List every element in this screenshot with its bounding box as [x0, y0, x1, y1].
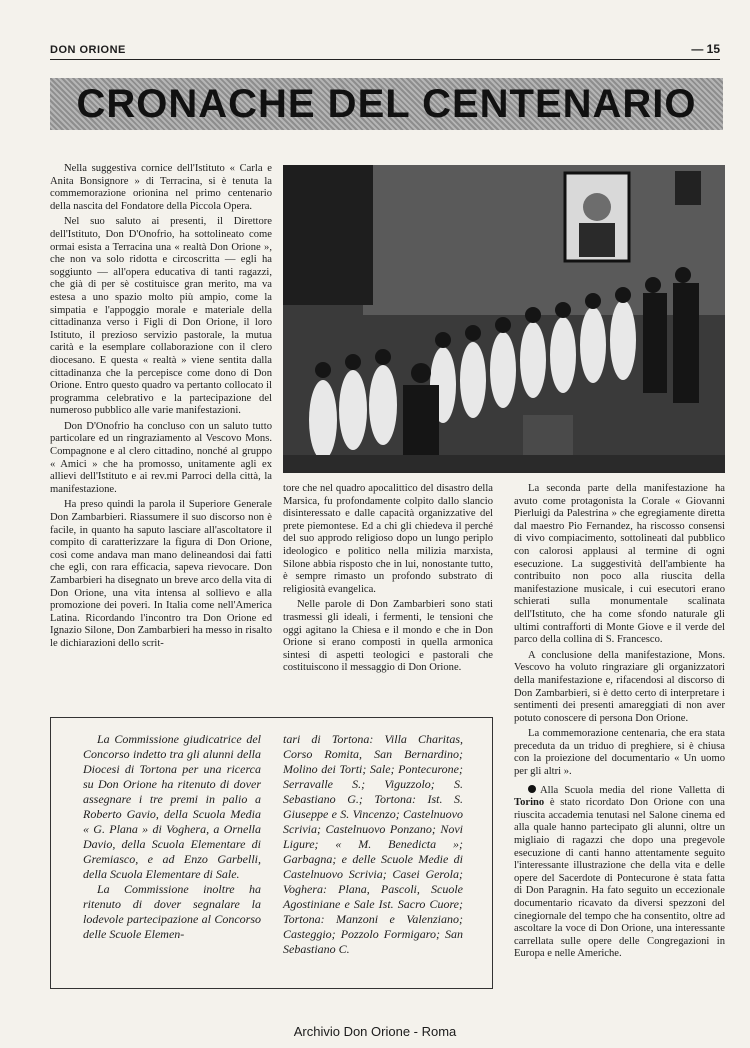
article-column-1 [50, 163, 272, 654]
banner-title: CRONACHE DEL CENTENARIO [76, 81, 697, 126]
torino-lead: Alla Scuola media del rione Valletta di [540, 784, 725, 796]
paragraph: Nella suggestiva cornice dell'Istituto « Carla e Anita Bonsignore » di Terracina, si è tenuta la commemorazione orionina nel primo centenario della nascita del Fondatore della Piccola Opera. [50, 163, 272, 212]
running-header: DON ORIONE [50, 44, 126, 56]
paragraph: Don D'Onofrio ha concluso con un saluto tutto particolare ed un ringraziamento al Vescovo Mons. Compagnone e al clero cittadino, nonché al gruppo « Amici » che ha promosso, unitamente agli ex allievi dell'Istituto e ai rev.mi Parroci della città, la manifestazione. [50, 420, 272, 495]
paragraph: Ha preso quindi la parola il Superiore Generale Don Zambarbieri. Riassumere il suo discorso non è facile, in quanto ha saputo lasciare all'ascoltatore il compito di caratterizzare la figura di Don Orione, così come andava man mano delineandosi dai fatti che egli, con rara efficacia, sapeva rievocare. Don Zambarbieri ha disegnato un breve arco della vita di Don Orione, una vita intensa al sollievo e alla promozione dei poveri. In Italia come nell'America Latina. Ricordando l'incontro tra Don Orione ed Ignazio Silone, Don Zambarbieri ha messo in risalto le dichiarazioni dello scrit- [50, 499, 272, 649]
notice-left-column [83, 732, 261, 942]
contest-notice-box [50, 717, 493, 989]
paragraph: La Commissione giudicatrice del Concorso indetto tra gli alunni della Diocesi di Tortona per una ricerca su Don Orione ha ritenuto di dover assegnare i tre premi in palio a Roberto Gavio, della Scuola Media « G. Plana » di Voghera, a Ornella Davio, della Scuola Elementare di Gremiasco, e ad Enzo Garbelli, della Scuola Elementare di Sale. [83, 732, 261, 881]
section-banner [50, 78, 723, 130]
bullet-icon [528, 785, 536, 793]
paragraph: A conclusione della manifestazione, Mons. Vescovo ha voluto ringraziare gli organizzatori della manifestazione e, rifacendosi al discorso di Don Zambarbieri, si è detto certo di interpretare i sentimenti dei presenti amareggiati di non aver potuto conoscere di persona Don Orione. [514, 649, 725, 724]
torino-rest: è stato ricordato Don Orione con una riuscita accademia tenutasi nel Salone cinema ed alla quale hanno partecipato gli alunni, oltre un migliaio di ragazzi che dopo una pregevole esecuzione di canti hanno attentamente seguito l'interessante illustrazione che della vita e delle opere del Sacerdote di Pontecurone è stata fatta di Don Paragnin. Ha fato seguito un eccezionale documentario ricavato da diversi spezzoni del cinegiornale del tempo che ha consentito, oltre ad ascoltare la voce di Don Orione, una interessante carrellata sulle opere delle Congregazioni in Europa e nelle Americhe. [514, 797, 725, 960]
header-rule [50, 59, 720, 60]
paragraph: Nel suo saluto ai presenti, il Direttore dell'Istituto, Don D'Onofrio, ha sottolineato come ormai esista a Terracina una « realtà Don Orione », che non va solo ridotta e circoscritta — egli ha soggiunto — all'opera educativa di tanti ragazzi, che già di per sè costituisce gran merito, ma va estesa a uno spazio molto più ampio, come la simpatia e l'appoggio morale e materiale della cittadinanza verso i Figli di Don Orione, il loro Istituto, il prezioso servizio pastorale, la mutua carità e la esemplare collaborazione con il clero diocesano. E questa « realtà » viene sentita dalla cittadinanza che la percepisce come dono di Don Orione. Entro questo quadro va pertanto collocato il programma celebrativo e la partecipazione del numeroso pubblico alle varie manifestazioni. [50, 216, 272, 417]
article-column-3 [514, 483, 725, 964]
choir-photo [283, 165, 725, 473]
archive-footer: Archivio Don Orione - Roma [293, 1024, 457, 1039]
page-number: — 15 [691, 42, 720, 56]
paragraph: La commemorazione centenaria, che era stata preceduta da un triduo di preghiere, si è chiusa con la proiezione del documentario « Un uomo per gli altri ». [514, 728, 725, 778]
article-column-2 [283, 483, 493, 678]
paragraph: La Commissione inoltre ha ritenuto di dover segnalare la lodevole partecipazione al Concorso delle Scuole Elemen- [83, 882, 261, 941]
paragraph: La seconda parte della manifestazione ha avuto come protagonista la Corale « Giovanni Pierluigi da Palestrina » che egregiamente diretta dal maestro Pio Fernandez, ha riscosso consensi di vivo compiacimento, sottolineati dal pubblico con calorosi applausi al termine di ogni esecuzione. La suggestività dell'ambiente ha contribuito non poco alla riuscita della manifestazione musicale, i cui esecutori erano schierati sulla monumentale scalinata dell'Istituto, che ha come sfondo naturale gli ultimi contrafforti di Monte Giove e il verde del parco della collina di S. Francesco. [514, 483, 725, 646]
paragraph: tari di Tortona: Villa Charitas, Corso Romita, San Bernardino; Molino dei Torti; Sale; Pontecurone; Serravalle S.; Viguzzolo; S. Sebastiano G.; Tortona: Ist. S. Giuseppe e S. Vincenzo; Castelnuovo Scrivia; Castelnuovo Ponzano; Novi Ligure; « M. Benedicta »; Garbagna; e delle Scuole Medie di Castelnuovo Scrivia; Casei Gerola; Voghera: Plana, Pascoli, Scuole Agostiniane e Sale Ist. Sacro Cuore; Tortona: Manzoni e Valenziano; Casteggio; Pozzolo Formigaro; San Sebastiano C. [283, 732, 463, 956]
paragraph: tore che nel quadro apocalittico del disastro della Marsica, fu profondamente colpito dallo slancio disinteressato e dalle capacità organizzative del prete piemontese. Ed a chi gli chiedeva il perché del suo approdo religioso dopo un lungo periplo ideologico e politico nella milizia marxista, Silone abbia risposto che in lui, nonostante tutto, è sempre rimasto un profondo substrato di religiosità evangelica. [283, 483, 493, 595]
paragraph: Nelle parole di Don Zambarbieri sono stati trasmessi gli ideali, i fermenti, le tensioni che oggi agitano la Chiesa e il mondo e che in Don Orione si erano composti in quella armonica sintesi di aspetti teologici e pastorali che costituiscono il messaggio di Don Orione. [283, 599, 493, 674]
choir-photo-graphic [283, 165, 725, 473]
torino-paragraph [514, 785, 725, 961]
notice-right-column [283, 732, 463, 957]
torino-city: Torino [514, 797, 545, 809]
